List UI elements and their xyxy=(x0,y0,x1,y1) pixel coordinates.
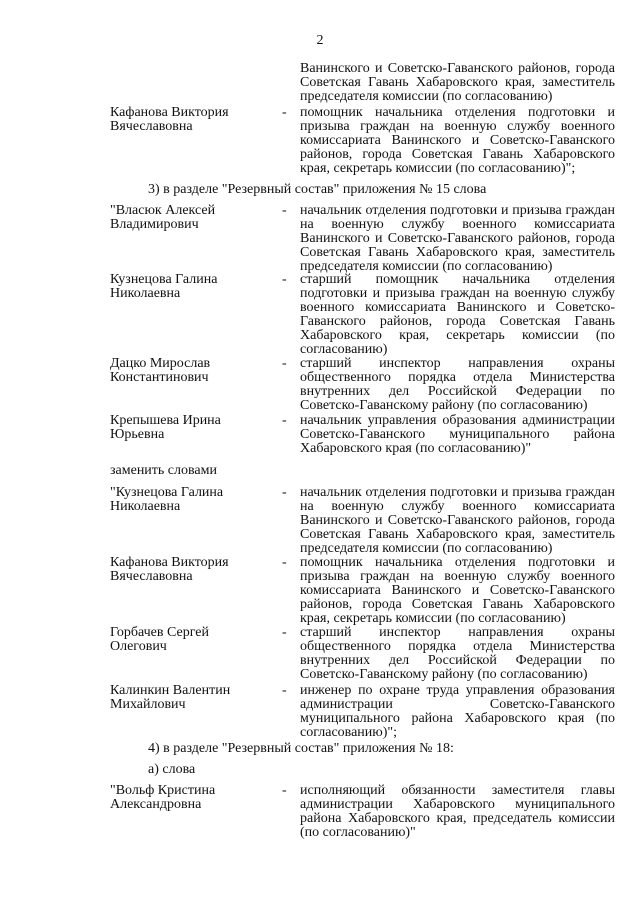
member-name: "Власюк Алексей Владимирович xyxy=(110,203,216,232)
replace-label: заменить словами xyxy=(110,463,217,478)
dash: - xyxy=(282,272,287,287)
member-role: помощник начальника отделения подготовки и призыва граждан на военную службу военного комиссариата Ванинского и Советско-Гаванского районов, города Советская Гавань Хабаровского края, секретарь комиссии (по согласованию)"; xyxy=(300,105,615,176)
member-role: помощник начальника отделения подготовки и призыва граждан на военную службу военного комиссариата Ванинского и Советско-Гаванского районов, города Советская Гавань Хабаровского края, секретарь комиссии (по согласованию) xyxy=(300,555,615,626)
member-role: старший помощник начальника отделения подготовки и призыва граждан на военную службу военного комиссариата Ванинского и Советско-Гаванского районов, города Советская Гавань Хабаровского края, секретарь комиссии (по согласованию) xyxy=(300,272,615,357)
member-role: инженер по охране труда управления образования администрации Советско-Гаванского муниципального района Хабаровского края (по согласованию)"; xyxy=(300,683,615,740)
member-role: начальник отделения подготовки и призыва граждан на военную службу военного комиссариата Ванинского и Советско-Гаванского районов, города Советская Гавань Хабаровского края, заместитель председателя комиссии (по согласованию) xyxy=(300,485,615,556)
member-name: Кафанова Виктория Вячеславовна xyxy=(110,555,229,584)
member-role: старший инспектор направления охраны общественного порядка отдела Министерства внутренних дел Российской Федерации по Советско-Гаванскому району (по согласованию) xyxy=(300,356,615,413)
member-role: начальник управления образования администрации Советско-Гаванского муниципального района Хабаровского края (по согласованию)" xyxy=(300,413,615,456)
member-name: "Кузнецова Галина Николаевна xyxy=(110,485,224,514)
continuation-text: Ванинского и Советско-Гаванского районов, города Советская Гавань Хабаровского края, заместитель председателя комиссии (по согласованию) xyxy=(300,61,615,104)
item3-heading: 3) в разделе "Резервный состав" приложения № 15 слова xyxy=(148,182,487,197)
member-role: начальник отделения подготовки и призыва граждан на военную службу военного комиссариата Ванинского и Советско-Гаванского районов, города Советская Гавань Хабаровского края, заместитель председателя комиссии (по согласованию) xyxy=(300,203,615,274)
dash: - xyxy=(282,413,287,428)
item4-heading: 4) в разделе "Резервный состав" приложения № 18: xyxy=(148,741,454,756)
member-name: Кузнецова Галина Николаевна xyxy=(110,272,218,301)
member-name: Кафанова Виктория Вячеславовна xyxy=(110,105,229,134)
dash: - xyxy=(282,356,287,371)
item4a-label: а) слова xyxy=(148,762,196,777)
member-name: Крепышева Ирина Юрьевна xyxy=(110,413,221,442)
member-role: исполняющий обязанности заместителя главы администрации Хабаровского муниципального района Хабаровского края, председатель комиссии (по согласованию)" xyxy=(300,783,615,840)
member-name: Калинкин Валентин Михайлович xyxy=(110,683,231,712)
dash: - xyxy=(282,625,287,640)
dash: - xyxy=(282,555,287,570)
dash: - xyxy=(282,485,287,500)
dash: - xyxy=(282,105,287,120)
dash: - xyxy=(282,783,287,798)
dash: - xyxy=(282,203,287,218)
member-role: старший инспектор направления охраны общественного порядка отдела Министерства внутренних дел Российской Федерации по Советско-Гаванскому району (по согласованию) xyxy=(300,625,615,682)
dash: - xyxy=(282,683,287,698)
member-name: Дацко Мирослав Константинович xyxy=(110,356,211,385)
page-number: 2 xyxy=(316,33,324,48)
member-name: "Вольф Кристина Александровна xyxy=(110,783,216,812)
member-name: Горбачев Сергей Олегович xyxy=(110,625,209,654)
